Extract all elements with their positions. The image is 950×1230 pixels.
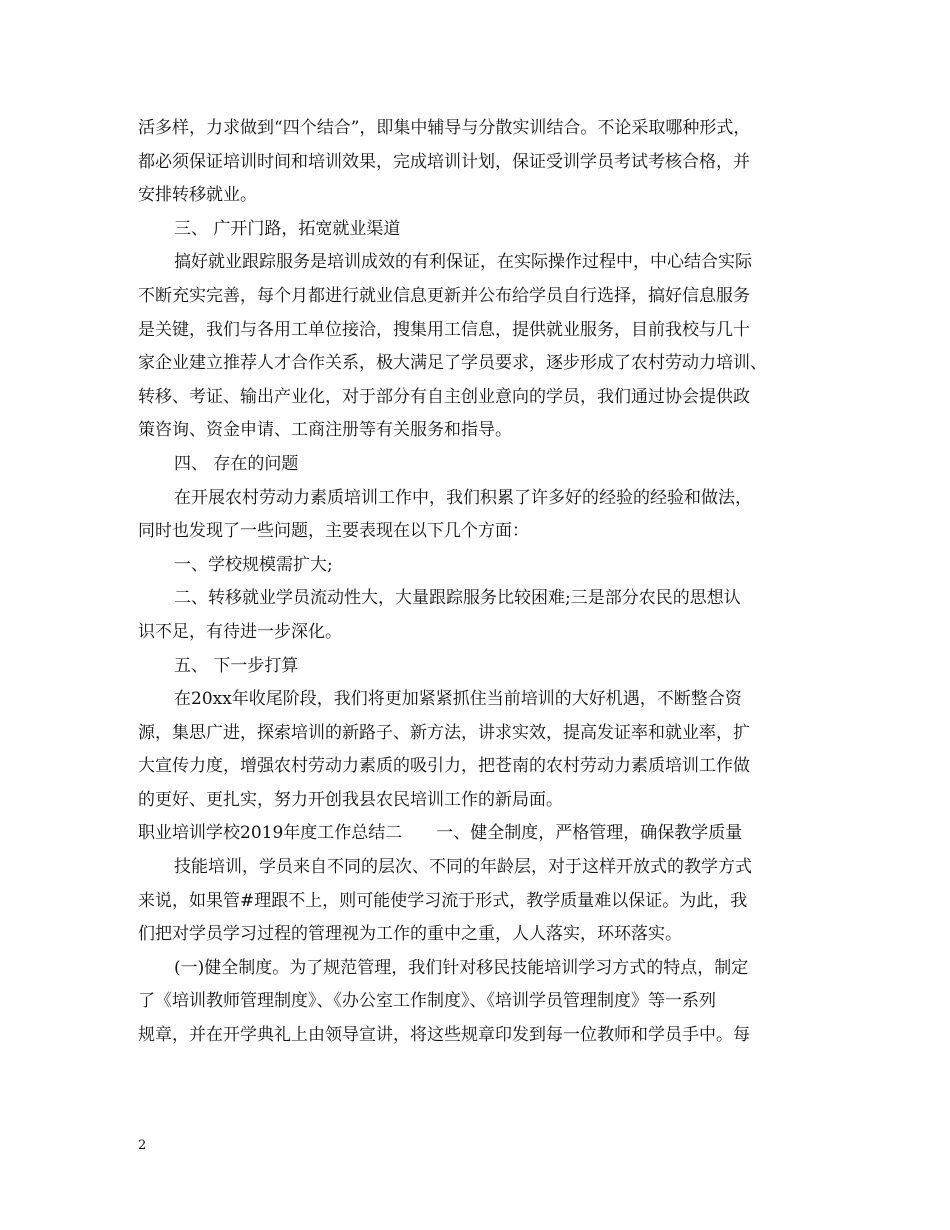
text-line: 安排转移就业。	[138, 185, 257, 206]
text-line: 五、 下一步打算	[174, 655, 299, 676]
text-line: 规章，并在开学典礼上由领导宣讲，将这些规章印发到每一位教师和学员手中。每	[138, 1025, 750, 1046]
text-line: 大宣传力度，增强农村劳动力素质的吸引力，把苍南的农村劳动力素质培训工作做	[138, 756, 750, 777]
text-line: 来说，如果管#理跟不上，则可能使学习流于形式，教学质量难以保证。为此，我	[138, 890, 748, 911]
text-line: 源，集思广进，探索培训的新路子、新方法，讲求实效，提高发证率和就业率，扩	[138, 722, 750, 743]
text-line: 了《培训教师管理制度》、《办公室工作制度》、《培训学员管理制度》等一系列	[138, 991, 716, 1012]
text-line: 四、 存在的问题	[174, 453, 299, 474]
text-line: (一)健全制度。为了规范管理，我们针对移民技能培训学习方式的特点，制定	[174, 957, 749, 978]
text-line: 们把对学员学习过程的管理视为工作的重中之重，人人落实，环环落实。	[138, 924, 682, 945]
text-line: 是关键，我们与各用工单位接洽，搜集用工信息，提供就业服务，目前我校与几十	[138, 319, 750, 340]
text-line: 不断充实完善，每个月都进行就业信息更新并公布给学员自行选择，搞好信息服务	[138, 285, 750, 306]
text-line: 一、学校规模需扩大;	[174, 554, 333, 575]
body-text	[138, 112, 814, 1053]
text-line: 都必须保证培训时间和培训效果，完成培训计划，保证受训学员考试考核合格，并	[138, 151, 750, 172]
page-number: 2	[138, 1138, 147, 1153]
text-line: 同时也发现了一些问题，主要表现在以下几个方面：	[138, 521, 529, 542]
text-line: 转移、考证、输出产业化，对于部分有自主创业意向的学员，我们通过协会提供政	[138, 386, 750, 407]
text-line: 策咨询、资金申请、工商注册等有关服务和指导。	[138, 420, 512, 441]
text-line: 识不足，有待进一步深化。	[138, 621, 342, 642]
text-line: 技能培训，学员来自不同的层次、不同的年龄层，对于这样开放式的教学方式	[174, 857, 752, 878]
text-line: 的更好、更扎实，努力开创我县农民培训工作的新局面。	[138, 789, 563, 810]
text-line: 活多样，力求做到“四个结合”，即集中辅导与分散实训结合。不论采取哪种形式，	[138, 118, 751, 138]
text-line: 在开展农村劳动力素质培训工作中，我们积累了许多好的经验的经验和做法，	[174, 487, 752, 508]
text-line: 家企业建立推荐人才合作关系，极大满足了学员要求，逐步形成了农村劳动力培训、	[138, 353, 767, 374]
text-line: 二、转移就业学员流动性大，大量跟踪服务比较困难;三是部分农民的思想认	[174, 588, 741, 609]
text-line: 搞好就业跟踪服务是培训成效的有利保证，在实际操作过程中，中心结合实际	[174, 252, 752, 273]
text-line: 职业培训学校2019年度工作总结二 一、健全制度，严格管理，确保教学质量	[138, 823, 743, 844]
text-line: 三、 广开门路，拓宽就业渠道	[174, 218, 401, 239]
text-line: 在20xx年收尾阶段，我们将更加紧紧抓住当前培训的大好机遇，不断整合资	[174, 689, 742, 710]
